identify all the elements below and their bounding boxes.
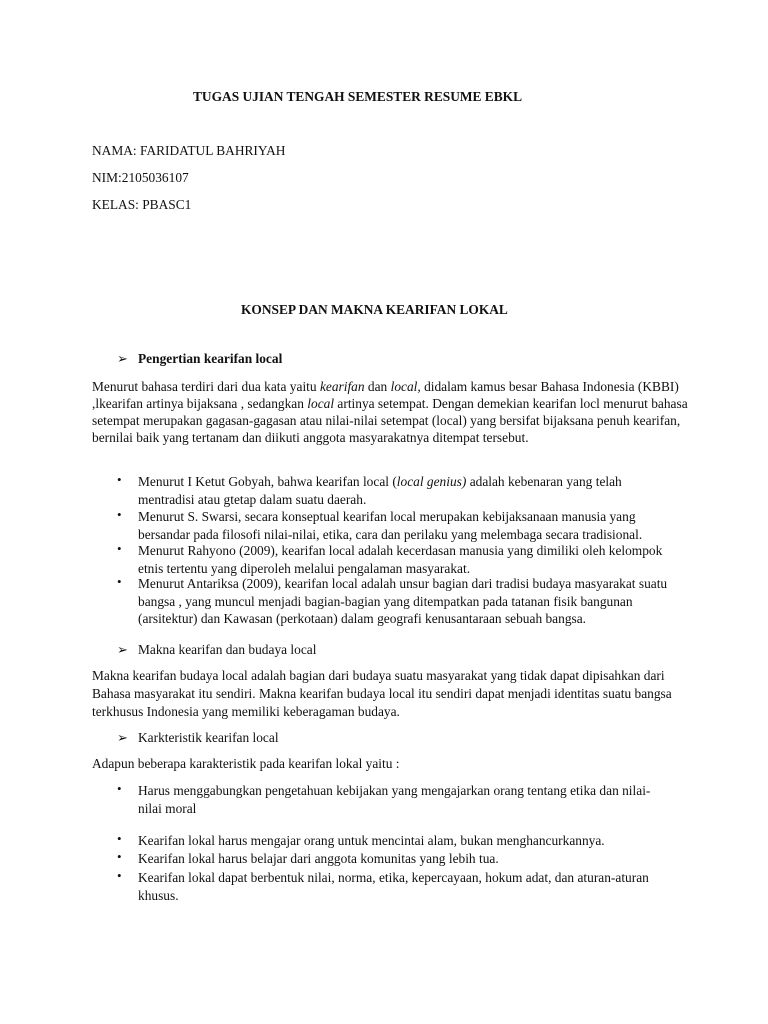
bullet-icon: • bbox=[117, 831, 122, 846]
bullet-icon: • bbox=[117, 541, 122, 556]
list-item-text: Menurut S. Swarsi, secara konseptual kearifan local merupakan kebijaksanaan manusia yang bersandar pada filosofi nilai-nilai, etika, cara dan perilaku yang melembaga secara tradisional. bbox=[138, 509, 643, 542]
subheading-label: Makna kearifan dan budaya local bbox=[138, 642, 317, 657]
list-item-text: Menurut Rahyono (2009), kearifan local adalah kecerdasan manusia yang dimiliki oleh kelompok etnis tertentu yang diperoleh melalui pengalaman masyarakat. bbox=[138, 543, 663, 576]
bullet-icon: • bbox=[117, 472, 122, 487]
bullet-icon: • bbox=[117, 849, 122, 864]
karakteristik-intro: Adapun beberapa karakteristik pada kearifan lokal yaitu : bbox=[92, 756, 400, 771]
list-item-text: Kearifan lokal harus belajar dari anggota komunitas yang lebih tua. bbox=[138, 851, 499, 866]
subheading-label: Pengertian kearifan local bbox=[138, 351, 283, 366]
arrow-bullet-icon: ➢ bbox=[117, 642, 128, 657]
list-item-text: Menurut I Ketut Gobyah, bahwa kearifan local (local genius) adalah kebenaran yang telah mentradisi atau gtetap dalam suatu daerah. bbox=[138, 474, 622, 507]
student-nim: NIM:2105036107 bbox=[92, 170, 189, 185]
bullet-icon: • bbox=[117, 574, 122, 589]
list-item-text: Kearifan lokal harus mengajar orang untuk mencintai alam, bukan menghancurkannya. bbox=[138, 833, 605, 848]
student-name: NAMA: FARIDATUL BAHRIYAH bbox=[92, 143, 286, 158]
student-class: KELAS: PBASC1 bbox=[92, 197, 192, 212]
list-item-text: Menurut Antariksa (2009), kearifan local adalah unsur bagian dari tradisi budaya masyarakat suatu bangsa , yang muncul menjadi bagian-bagian yang ditempatkan pada tatanan fisik bangunan (arsitektur) dan Kawasan (perkotaan) dalam geografi kenusantaraan sebuah bangsa. bbox=[138, 576, 668, 626]
list-item-text: Harus menggabungkan pengetahuan kebijakan yang mengajarkan orang tentang etika dan nilai-nilai moral bbox=[138, 783, 651, 816]
pengertian-paragraph: Menurut bahasa terdiri dari dua kata yaitu kearifan dan local, didalam kamus besar Bahasa Indonesia (KBBI) ,lkearifan artinya bijaksana , sedangkan local artinya setempat. Dengan demekian kearifan locl menurut bahasa setempat merupakan gagasan-gagasan atau nilai-nilai setempat (local) yang bersifat bijaksana penuh kearifan, bernilai baik yang tertanam dan diikuti anggota masyarakatnya ditempat tersebut. bbox=[92, 379, 688, 446]
bullet-icon: • bbox=[117, 507, 122, 522]
list-item-text: Kearifan lokal dapat berbentuk nilai, norma, etika, kepercayaan, hokum adat, dan aturan-aturan khusus. bbox=[138, 870, 649, 903]
makna-paragraph: Makna kearifan budaya local adalah bagian dari budaya suatu masyarakat yang tidak dapat dipisahkan dari Bahasa masyarakat itu sendiri. Makna kearifan budaya local itu sendiri dapat menjadi identitas suatu bangsa terkhusus Indonesia yang memiliki keberagaman budaya. bbox=[92, 668, 672, 719]
document-title: TUGAS UJIAN TENGAH SEMESTER RESUME EBKL bbox=[193, 89, 523, 104]
bullet-icon: • bbox=[117, 868, 122, 883]
arrow-bullet-icon: ➢ bbox=[117, 730, 128, 745]
bullet-icon: • bbox=[117, 781, 122, 796]
subheading-label: Karkteristik kearifan local bbox=[138, 730, 279, 745]
section-title: KONSEP DAN MAKNA KEARIFAN LOKAL bbox=[241, 302, 508, 317]
arrow-bullet-icon: ➢ bbox=[117, 351, 128, 366]
